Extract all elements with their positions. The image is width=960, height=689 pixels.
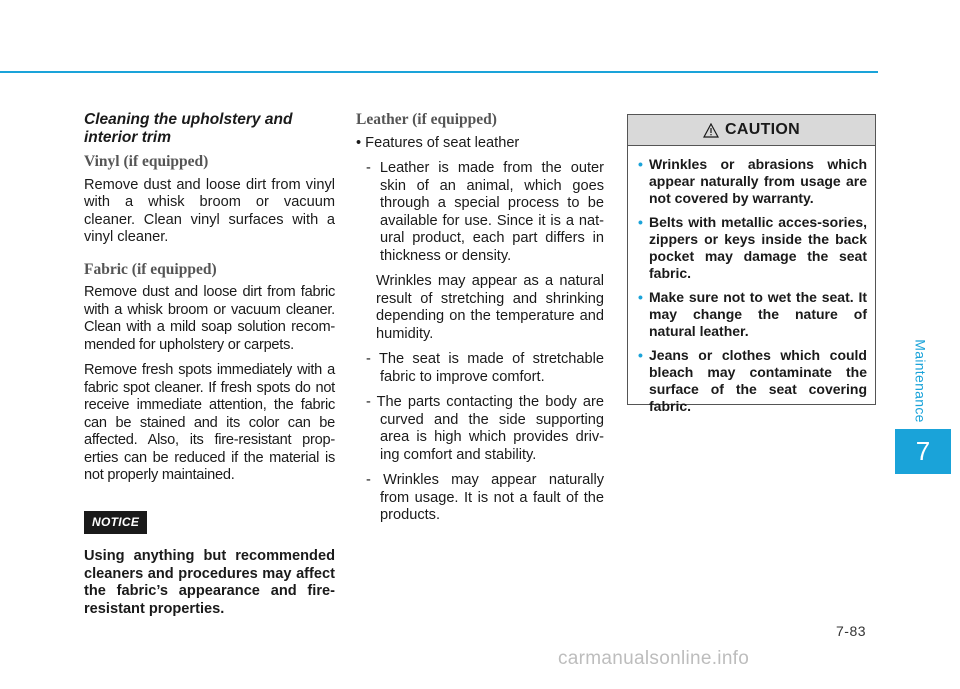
leather-item-continuation: Wrinkles may appear as a natural result of stretching and shrinking depending on the temperature and humidity. bbox=[376, 273, 604, 342]
caution-item: • Wrinkles or abrasions which appear naturally from usage are not covered by warranty. bbox=[640, 156, 867, 207]
leather-item: - Leather is made from the outer skin of an animal, which goes through a special process to be available for use. Since it is a nat-ural product, each part differs in thickness or density. bbox=[366, 160, 604, 264]
warning-triangle-icon bbox=[703, 123, 719, 138]
leather-bullet: • Features of seat leather bbox=[356, 134, 520, 151]
left-column bbox=[84, 111, 335, 626]
middle-column bbox=[356, 111, 604, 533]
leather-item: - The parts contacting the body are curved and the side supporting area is high which provides driv-ing comfort and stability. bbox=[366, 394, 604, 463]
chapter-number: 7 bbox=[915, 436, 931, 466]
page-number: 7-83 bbox=[836, 623, 867, 639]
chapter-side-label: Maintenance bbox=[913, 339, 929, 423]
fabric-paragraph-2: Remove fresh spots immediately with a fabric spot cleaner. If fresh spots do not receive immediate attention, the fabric can be stained and its color can be affected. Also, its fire-resistant prop-erties can be reduced if the material is not properly maintained. bbox=[84, 362, 335, 483]
leather-item: - The seat is made of stretchable fabric to improve comfort. bbox=[366, 351, 604, 385]
caution-title: CAUTION bbox=[725, 121, 800, 138]
caution-header bbox=[628, 115, 875, 146]
leather-item: - Wrinkles may appear naturally from usage. It is not a fault of the products. bbox=[366, 472, 604, 523]
leather-heading: Leather (if equipped) bbox=[356, 111, 497, 128]
section-title: Cleaning the upholstery and interior trim bbox=[84, 111, 293, 146]
caution-item: • Make sure not to wet the seat. It may change the nature of natural leather. bbox=[640, 289, 867, 340]
caution-item: • Jeans or clothes which could bleach may contaminate the surface of the seat covering fabric. bbox=[640, 347, 867, 415]
header-rule bbox=[0, 71, 878, 73]
watermark: carmanualsonline.info bbox=[558, 648, 750, 669]
vinyl-paragraph: Remove dust and loose dirt from vinyl with a whisk broom or vacuum cleaner. Clean vinyl surfaces with a vinyl cleaner. bbox=[84, 176, 335, 245]
fabric-paragraph-1: Remove dust and loose dirt from fabric with a whisk broom or vacuum cleaner. Clean with a mild soap solution recom-mended for upholstery or carpets. bbox=[84, 284, 335, 353]
notice-text: Using anything but recommended cleaners and procedures may affect the fabric’s appearance and fire-resistant properties. bbox=[84, 548, 335, 617]
fabric-heading: Fabric (if equipped) bbox=[84, 260, 217, 278]
caution-box bbox=[627, 114, 876, 414]
vinyl-heading: Vinyl (if equipped) bbox=[84, 153, 209, 170]
notice-badge: NOTICE bbox=[84, 511, 147, 535]
caution-item: • Belts with metallic acces-sories, zippers or keys inside the back pocket may damage the seat fabric. bbox=[640, 214, 867, 282]
chapter-number-tab bbox=[895, 429, 951, 474]
caution-list bbox=[628, 146, 875, 415]
